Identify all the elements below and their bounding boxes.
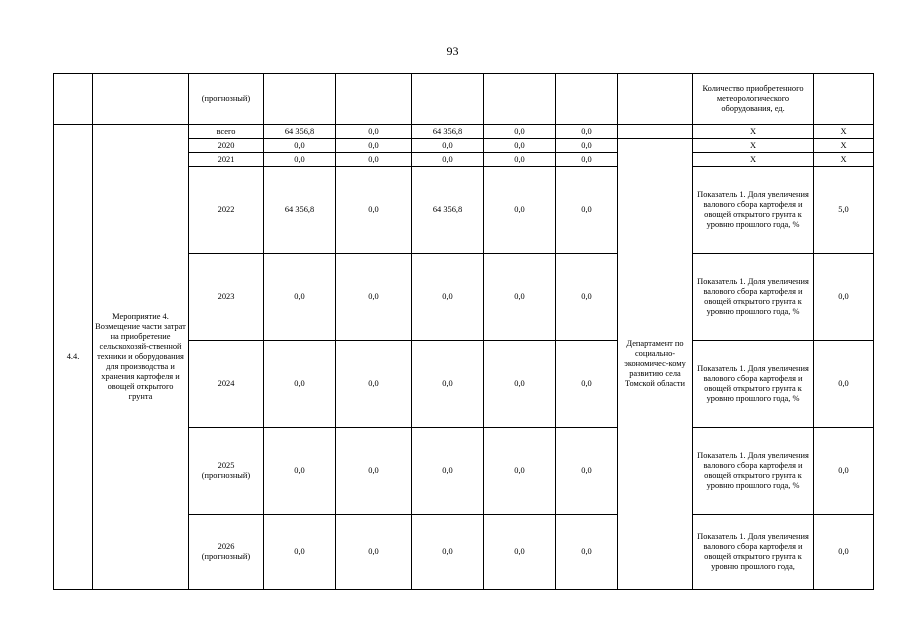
empty-cell: [618, 125, 693, 139]
indicator-cell: Показатель 1. Доля увеличения валового сбора картофеля и овощей открытого грунта к уровню прошлого года, %: [693, 341, 814, 428]
federal-budget-cell: 0,0: [336, 139, 412, 153]
table-row-continuation: [54, 74, 874, 125]
indicator-value-cell: 0,0: [814, 515, 874, 590]
empty-cell: [412, 74, 484, 125]
federal-budget-cell: 0,0: [336, 153, 412, 167]
year-cell: [189, 515, 264, 590]
indicator-value-cell: Х: [814, 125, 874, 139]
year-cell: [189, 125, 264, 139]
local-budget-cell: 0,0: [484, 254, 556, 341]
year-cell: [189, 153, 264, 167]
indicator-cell: Х: [693, 139, 814, 153]
local-budget-cell: 0,0: [484, 139, 556, 153]
year-value: 2023: [217, 292, 235, 301]
year-cell: [189, 428, 264, 515]
year-cell: [189, 341, 264, 428]
regional-budget-cell: 64 356,8: [412, 167, 484, 254]
local-budget-cell: 0,0: [484, 428, 556, 515]
total-cell: 0,0: [264, 515, 336, 590]
indicator-value-cell: 0,0: [814, 428, 874, 515]
indicator-value-cell: Х: [814, 153, 874, 167]
year-value: 2026: [217, 542, 235, 551]
other-sources-cell: 0,0: [556, 167, 618, 254]
year-value: 2022: [217, 205, 235, 214]
total-cell: 0,0: [264, 139, 336, 153]
executor-cell: Департамент по социально-экономичес-кому развитию села Томской области: [618, 139, 693, 590]
indicator-cell: Показатель 1. Доля увеличения валового сбора картофеля и овощей открытого грунта к уровню прошлого года, %: [693, 254, 814, 341]
indicator-value-cell: 5,0: [814, 167, 874, 254]
federal-budget-cell: 0,0: [336, 125, 412, 139]
indicator-cell: Показатель 1. Доля увеличения валового сбора картофеля и овощей открытого грунта к уровню прошлого года,: [693, 515, 814, 590]
table-row: [54, 125, 874, 139]
other-sources-cell: 0,0: [556, 125, 618, 139]
year-note: (прогнозный): [201, 552, 251, 561]
empty-cell: [54, 74, 93, 125]
year-cell: [189, 139, 264, 153]
empty-cell: [484, 74, 556, 125]
indicator-cell: Количество приобретенного метеорологического оборудования, ед.: [693, 74, 814, 125]
page-number: 93: [446, 44, 459, 58]
empty-cell: [93, 74, 189, 125]
year-cell: (прогнозный): [189, 74, 264, 125]
local-budget-cell: 0,0: [484, 515, 556, 590]
total-cell: 0,0: [264, 428, 336, 515]
regional-budget-cell: 64 356,8: [412, 125, 484, 139]
federal-budget-cell: 0,0: [336, 428, 412, 515]
table-body: [54, 74, 874, 590]
year-value: 2020: [217, 140, 235, 150]
total-cell: 64 356,8: [264, 167, 336, 254]
year-value: 2021: [217, 154, 235, 164]
regional-budget-cell: 0,0: [412, 341, 484, 428]
indicator-cell: Показатель 1. Доля увеличения валового сбора картофеля и овощей открытого грунта к уровню прошлого года, %: [693, 167, 814, 254]
year-value: 2024: [217, 379, 235, 388]
regional-budget-cell: 0,0: [412, 428, 484, 515]
indicator-value-cell: 0,0: [814, 341, 874, 428]
other-sources-cell: 0,0: [556, 153, 618, 167]
regional-budget-cell: 0,0: [412, 139, 484, 153]
year-cell: [189, 167, 264, 254]
other-sources-cell: 0,0: [556, 428, 618, 515]
empty-cell: [336, 74, 412, 125]
other-sources-cell: 0,0: [556, 515, 618, 590]
other-sources-cell: 0,0: [556, 254, 618, 341]
empty-cell: [814, 74, 874, 125]
federal-budget-cell: 0,0: [336, 515, 412, 590]
federal-budget-cell: 0,0: [336, 341, 412, 428]
program-table: [53, 73, 874, 590]
local-budget-cell: 0,0: [484, 167, 556, 254]
year-note: (прогнозный): [201, 471, 251, 480]
year-value: всего: [216, 126, 236, 136]
indicator-value-cell: Х: [814, 139, 874, 153]
total-cell: 0,0: [264, 341, 336, 428]
indicator-cell: Показатель 1. Доля увеличения валового сбора картофеля и овощей открытого грунта к уровню прошлого года, %: [693, 428, 814, 515]
empty-cell: [264, 74, 336, 125]
activity-name: Мероприятие 4. Возмещение части затрат на приобретение сельскохозяй-ственной техники и оборудования для производства и хранения картофеля и овощей открытого грунта: [93, 125, 189, 590]
federal-budget-cell: 0,0: [336, 167, 412, 254]
federal-budget-cell: 0,0: [336, 254, 412, 341]
empty-cell: [618, 74, 693, 125]
local-budget-cell: 0,0: [484, 153, 556, 167]
total-cell: 0,0: [264, 153, 336, 167]
year-cell: [189, 254, 264, 341]
total-cell: 0,0: [264, 254, 336, 341]
total-cell: 64 356,8: [264, 125, 336, 139]
indicator-value-cell: 0,0: [814, 254, 874, 341]
indicator-cell: Х: [693, 125, 814, 139]
year-value: 2025: [217, 461, 235, 470]
indicator-cell: Х: [693, 153, 814, 167]
regional-budget-cell: 0,0: [412, 254, 484, 341]
local-budget-cell: 0,0: [484, 341, 556, 428]
regional-budget-cell: 0,0: [412, 515, 484, 590]
local-budget-cell: 0,0: [484, 125, 556, 139]
other-sources-cell: 0,0: [556, 341, 618, 428]
regional-budget-cell: 0,0: [412, 153, 484, 167]
empty-cell: [556, 74, 618, 125]
activity-number: 4.4.: [54, 125, 93, 590]
other-sources-cell: 0,0: [556, 139, 618, 153]
